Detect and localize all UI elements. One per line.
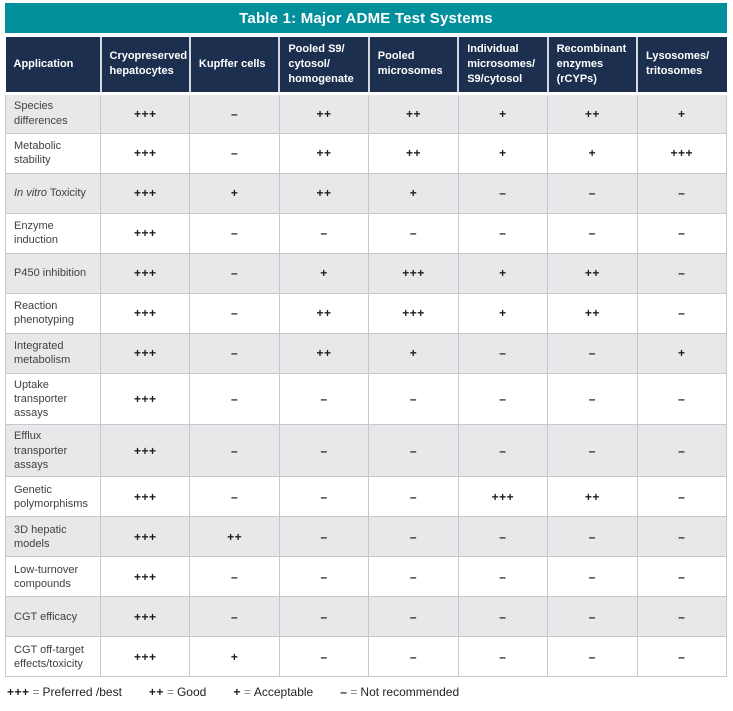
- row-label-italic: In vitro: [14, 186, 48, 199]
- table-row-metabolic-stability: [6, 133, 727, 173]
- cell: –: [637, 293, 726, 333]
- cell: –: [458, 173, 547, 213]
- row-label: Enzyme induction: [6, 213, 101, 253]
- cell: +: [369, 333, 458, 373]
- cell: –: [458, 213, 547, 253]
- row-label: Reaction phenotyping: [6, 293, 101, 333]
- column-header-individual-microsomes-s9-cytosol: [458, 37, 547, 93]
- row-label: Genetic polymorphisms: [6, 477, 101, 517]
- cell: –: [369, 425, 458, 477]
- cell: –: [369, 477, 458, 517]
- column-header-recombinant-enzymes-rcyps: [548, 37, 637, 93]
- legend-label: Preferred /best: [42, 685, 122, 700]
- cell: +++: [101, 333, 190, 373]
- cell: –: [190, 477, 279, 517]
- legend-label: Good: [176, 685, 207, 700]
- legend-label: Acceptable: [253, 685, 314, 700]
- cell: ++: [548, 93, 637, 133]
- cell: –: [458, 333, 547, 373]
- cell: +: [190, 637, 279, 677]
- cell: –: [637, 425, 726, 477]
- legend-symbol: +: [233, 685, 241, 700]
- cell: +: [279, 253, 368, 293]
- cell: –: [369, 517, 458, 557]
- header-line: Recombinant: [556, 43, 627, 55]
- header-line: Cryopreserved: [109, 50, 188, 63]
- header-row: [6, 37, 727, 93]
- cell: –: [548, 425, 637, 477]
- cell: +: [458, 93, 547, 133]
- cell: ++: [548, 253, 637, 293]
- row-label: Species differences: [6, 93, 101, 133]
- cell: +++: [101, 517, 190, 557]
- cell: –: [369, 373, 458, 425]
- cell: –: [458, 557, 547, 597]
- cell: +: [637, 93, 726, 133]
- cell: +: [369, 173, 458, 213]
- cell: –: [637, 637, 726, 677]
- table-row-low-turnover-compounds: [6, 557, 727, 597]
- table-row-3d-hepatic-models: [6, 517, 727, 557]
- table-title-bar: [5, 3, 727, 33]
- legend-label: Not recommended: [360, 685, 460, 700]
- column-header-cryopreserved-hepatocytes: [101, 37, 190, 93]
- row-label: P450 inhibition: [6, 253, 101, 293]
- table-row-p450-inhibition: [6, 253, 727, 293]
- cell: –: [369, 557, 458, 597]
- cell: –: [458, 373, 547, 425]
- column-header-pooled-microsomes: [369, 37, 458, 93]
- header-line: cytosol/: [288, 57, 330, 70]
- legend-symbol: ++: [148, 685, 164, 700]
- header-line: microsomes/: [467, 57, 536, 70]
- header-line: S9/cytosol: [467, 72, 523, 85]
- cell: ++: [279, 133, 368, 173]
- cell: –: [190, 373, 279, 425]
- cell: –: [190, 333, 279, 373]
- cell: –: [190, 597, 279, 637]
- row-label: Efflux transporter assays: [6, 425, 101, 477]
- cell: +++: [369, 293, 458, 333]
- header-line: (rCYPs): [556, 72, 597, 85]
- table-row-integrated-metabolism: [6, 333, 727, 373]
- cell: +++: [369, 253, 458, 293]
- header-line: Pooled S9/: [288, 43, 345, 55]
- legend-item-preferred: [7, 685, 122, 699]
- cell: ++: [279, 93, 368, 133]
- cell: –: [279, 597, 368, 637]
- column-header-kupffer-cells: [190, 37, 279, 93]
- column-header-application: [6, 37, 101, 93]
- cell: –: [190, 133, 279, 173]
- cell: –: [369, 597, 458, 637]
- cell: –: [190, 253, 279, 293]
- cell: +++: [101, 93, 190, 133]
- cell: –: [548, 333, 637, 373]
- row-label: CGT efficacy: [6, 597, 101, 637]
- table-row-cgt-off-target-effects-toxicity: [6, 637, 727, 677]
- header-line: homogenate: [288, 72, 354, 85]
- header-line: tritosomes: [646, 65, 703, 78]
- row-label: 3D hepatic models: [6, 517, 101, 557]
- cell: +: [190, 173, 279, 213]
- header-line: Pooled: [377, 50, 415, 63]
- column-header-lysosomes-tritosomes: [637, 37, 726, 93]
- cell: –: [637, 373, 726, 425]
- header-line: Lysosomes/: [646, 50, 710, 63]
- table-header: [6, 37, 727, 93]
- cell: –: [190, 557, 279, 597]
- cell: –: [279, 517, 368, 557]
- table-row-uptake-transporter-assays: [6, 373, 727, 425]
- row-label: Low-turnover compounds: [6, 557, 101, 597]
- column-header-pooled-s9-cytosol-homogenate: [279, 37, 368, 93]
- cell: –: [548, 373, 637, 425]
- adme-table: [5, 37, 727, 677]
- cell: –: [279, 425, 368, 477]
- cell: –: [637, 213, 726, 253]
- legend-item-acceptable: [233, 685, 313, 699]
- cell: –: [279, 213, 368, 253]
- table-title: Table 1: Major ADME Test Systems: [239, 9, 493, 27]
- cell: –: [190, 93, 279, 133]
- row-label: [6, 173, 101, 213]
- row-label-rest: Toxicity: [47, 186, 86, 199]
- cell: –: [279, 557, 368, 597]
- legend: [7, 685, 727, 699]
- header-line: Application: [13, 57, 74, 70]
- cell: –: [279, 373, 368, 425]
- cell: ++: [279, 173, 368, 213]
- cell: –: [279, 477, 368, 517]
- cell: ++: [548, 477, 637, 517]
- cell: –: [637, 557, 726, 597]
- cell: –: [637, 477, 726, 517]
- row-label: Integrated metabolism: [6, 333, 101, 373]
- table-body: [6, 93, 727, 677]
- legend-symbol: +++: [7, 685, 30, 700]
- cell: +++: [101, 557, 190, 597]
- cell: ++: [279, 293, 368, 333]
- cell: +++: [101, 293, 190, 333]
- cell: +++: [101, 597, 190, 637]
- cell: –: [458, 425, 547, 477]
- cell: +++: [101, 477, 190, 517]
- cell: –: [637, 597, 726, 637]
- cell: –: [190, 293, 279, 333]
- cell: ++: [279, 333, 368, 373]
- cell: –: [548, 173, 637, 213]
- cell: –: [369, 637, 458, 677]
- header-line: hepatocytes: [109, 65, 174, 78]
- cell: –: [548, 597, 637, 637]
- cell: –: [279, 637, 368, 677]
- row-label: Uptake transporter assays: [6, 373, 101, 425]
- cell: –: [637, 253, 726, 293]
- cell: –: [548, 213, 637, 253]
- cell: ++: [369, 133, 458, 173]
- cell: –: [458, 637, 547, 677]
- cell: +++: [458, 477, 547, 517]
- table-row-in-vitro-toxicity: [6, 173, 727, 213]
- legend-equals: =: [32, 685, 40, 700]
- cell: –: [548, 637, 637, 677]
- legend-item-not-recommended: [340, 685, 459, 699]
- cell: ++: [369, 93, 458, 133]
- row-label: Metabolic stability: [6, 133, 101, 173]
- cell: +++: [101, 425, 190, 477]
- cell: +: [458, 253, 547, 293]
- cell: ++: [548, 293, 637, 333]
- cell: –: [190, 425, 279, 477]
- cell: –: [369, 213, 458, 253]
- header-line: enzymes: [556, 57, 604, 70]
- cell: ++: [190, 517, 279, 557]
- cell: +++: [101, 637, 190, 677]
- cell: +++: [101, 133, 190, 173]
- cell: –: [637, 173, 726, 213]
- header-line: Individual: [467, 43, 519, 55]
- header-line: microsomes: [377, 65, 443, 78]
- legend-equals: =: [243, 685, 251, 700]
- cell: +: [637, 333, 726, 373]
- cell: –: [458, 597, 547, 637]
- table-row-species-differences: [6, 93, 727, 133]
- cell: –: [548, 557, 637, 597]
- cell: –: [190, 213, 279, 253]
- cell: –: [637, 517, 726, 557]
- table-row-cgt-efficacy: [6, 597, 727, 637]
- table-row-genetic-polymorphisms: [6, 477, 727, 517]
- cell: +++: [101, 373, 190, 425]
- cell: +++: [637, 133, 726, 173]
- legend-item-good: [149, 685, 206, 699]
- cell: +: [458, 133, 547, 173]
- cell: +: [548, 133, 637, 173]
- cell: +++: [101, 173, 190, 213]
- cell: +++: [101, 253, 190, 293]
- cell: –: [458, 517, 547, 557]
- legend-equals: =: [350, 685, 358, 700]
- table-row-efflux-transporter-assays: [6, 425, 727, 477]
- table-row-reaction-phenotyping: [6, 293, 727, 333]
- header-line: Kupffer cells: [198, 57, 266, 70]
- legend-symbol: –: [340, 685, 348, 700]
- cell: +++: [101, 213, 190, 253]
- row-label: CGT off-target effects/toxicity: [6, 637, 101, 677]
- legend-equals: =: [166, 685, 174, 700]
- cell: +: [458, 293, 547, 333]
- cell: –: [548, 517, 637, 557]
- table-row-enzyme-induction: [6, 213, 727, 253]
